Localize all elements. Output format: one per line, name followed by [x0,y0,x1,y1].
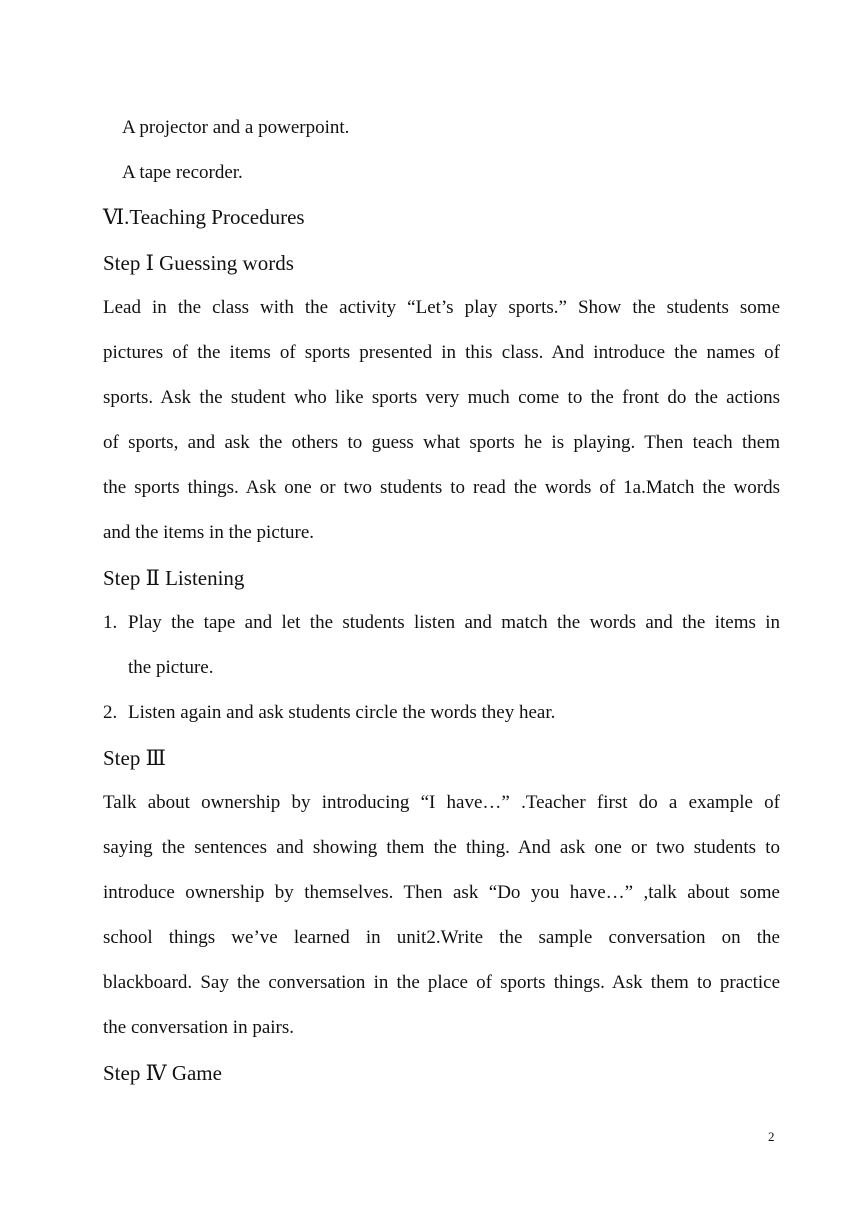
page-number: 2 [768,1129,775,1144]
material-tape-recorder: A tape recorder. [122,162,243,183]
step3-line: saying the sentences and showing them the thing. And ask one or two students to [103,837,780,858]
step1-line: pictures of the items of sports presented in this class. And introduce the names of [103,342,780,363]
step4-title: Step Ⅳ Game [103,1061,222,1085]
step3-line: the conversation in pairs. [103,1017,295,1038]
step3-line: blackboard. Say the conversation in the place of sports things. Ask them to practice [103,972,780,993]
material-projector: A projector and a powerpoint. [122,117,350,138]
step1-title: Step Ⅰ Guessing words [103,251,294,275]
step3-line: Talk about ownership by introducing “I have…” .Teacher first do a example of [103,792,780,813]
list-item-line: Play the tape and let the students listen and match the words and the items in [128,612,780,633]
step1-line: sports. Ask the student who like sports very much come to the front do the actions [103,387,780,408]
section-title: Ⅵ.Teaching Procedures [103,205,305,229]
step3-line: introduce ownership by themselves. Then ask “Do you have…” ,talk about some [103,882,780,903]
step1-line: Lead in the class with the activity “Let’s play sports.” Show the students some [103,297,780,318]
list-item-line: Listen again and ask students circle the words they hear. [128,702,556,723]
list-item-line: the picture. [128,657,214,678]
step1-line: the sports things. Ask one or two students to read the words of 1a.Match the words [103,477,780,498]
step3-title: Step Ⅲ [103,746,166,770]
step2-title: Step Ⅱ Listening [103,566,245,590]
step3-line: school things we’ve learned in unit2.Write the sample conversation on the [103,927,780,948]
list-number: 1. [103,612,118,633]
step1-line: of sports, and ask the others to guess what sports he is playing. Then teach them [103,432,780,453]
list-number: 2. [103,702,118,723]
step1-line: and the items in the picture. [103,522,315,543]
